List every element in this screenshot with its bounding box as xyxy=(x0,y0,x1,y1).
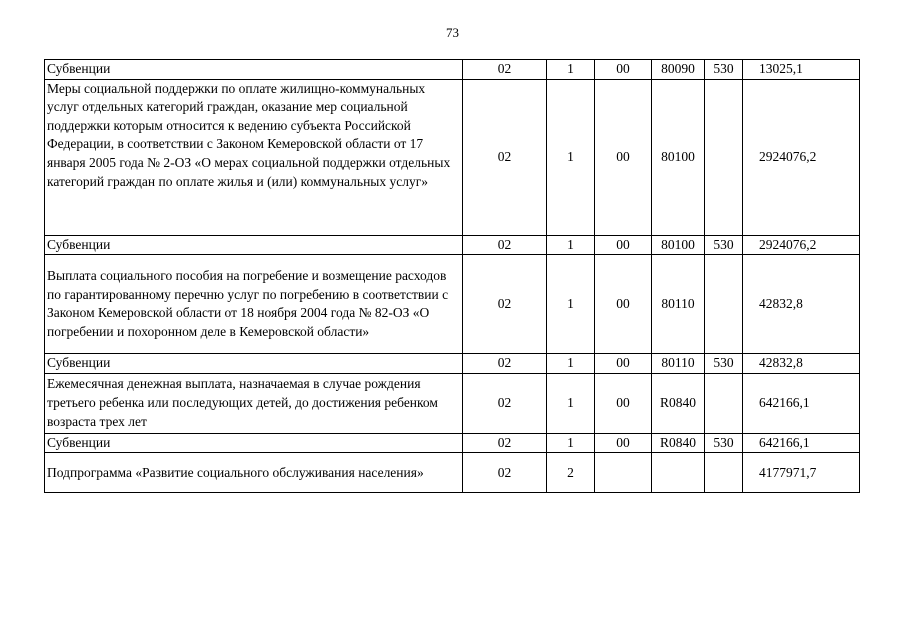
row-expense-type xyxy=(705,453,743,493)
row-target-code: 80100 xyxy=(652,79,705,235)
row-section-code: 02 xyxy=(463,354,547,374)
budget-table xyxy=(44,59,860,493)
row-subprogram-code: 1 xyxy=(547,373,595,433)
row-direction-code: 00 xyxy=(595,433,652,453)
table-row xyxy=(45,354,860,374)
page-number: 73 xyxy=(446,25,459,40)
row-expense-type xyxy=(705,79,743,235)
row-name: Субвенции xyxy=(45,235,463,255)
row-amount: 2924076,2 xyxy=(743,235,860,255)
row-amount: 642166,1 xyxy=(743,433,860,453)
row-direction-code: 00 xyxy=(595,373,652,433)
table-row xyxy=(45,373,860,433)
row-target-code: R0840 xyxy=(652,433,705,453)
row-amount: 42832,8 xyxy=(743,255,860,354)
row-subprogram-code: 1 xyxy=(547,60,595,80)
table-row xyxy=(45,235,860,255)
row-expense-type: 530 xyxy=(705,235,743,255)
row-target-code: 80110 xyxy=(652,354,705,374)
row-expense-type xyxy=(705,255,743,354)
row-target-code: 80100 xyxy=(652,235,705,255)
row-section-code: 02 xyxy=(463,373,547,433)
table-row xyxy=(45,433,860,453)
row-section-code: 02 xyxy=(463,235,547,255)
row-name: Меры социальной поддержки по оплате жилищно-коммунальных услуг отдельных категорий граждан, оказание мер социальной поддержки которым относится к ведению субъекта Российской Федерации, в соответствии с Законом Кемеровской области от 17 января 2005 года № 2-ОЗ «О мерах социальной поддержки отдельных категорий граждан по оплате жилья и (или) коммунальных услуг» xyxy=(45,79,463,235)
row-name: Выплата социального пособия на погребение и возмещение расходов по гарантированному перечню услуг по погребению в соответствии с Законом Кемеровской области от 18 ноября 2004 года № 82-ОЗ «О погребении и похоронном деле в Кемеровской области» xyxy=(45,255,463,354)
row-target-code: 80090 xyxy=(652,60,705,80)
row-expense-type: 530 xyxy=(705,60,743,80)
row-subprogram-code: 1 xyxy=(547,433,595,453)
row-name: Субвенции xyxy=(45,60,463,80)
row-name: Подпрограмма «Развитие социального обслуживания населения» xyxy=(45,453,463,493)
row-section-code: 02 xyxy=(463,255,547,354)
row-section-code: 02 xyxy=(463,60,547,80)
row-expense-type: 530 xyxy=(705,433,743,453)
row-section-code: 02 xyxy=(463,433,547,453)
row-subprogram-code: 1 xyxy=(547,235,595,255)
row-amount: 642166,1 xyxy=(743,373,860,433)
row-target-code xyxy=(652,453,705,493)
table-row xyxy=(45,255,860,354)
table-row xyxy=(45,453,860,493)
row-subprogram-code: 1 xyxy=(547,79,595,235)
row-target-code: R0840 xyxy=(652,373,705,433)
row-direction-code: 00 xyxy=(595,60,652,80)
row-name: Субвенции xyxy=(45,433,463,453)
row-section-code: 02 xyxy=(463,79,547,235)
row-target-code: 80110 xyxy=(652,255,705,354)
row-direction-code: 00 xyxy=(595,255,652,354)
row-name: Субвенции xyxy=(45,354,463,374)
table-row xyxy=(45,60,860,80)
row-subprogram-code: 1 xyxy=(547,354,595,374)
row-expense-type: 530 xyxy=(705,354,743,374)
row-subprogram-code: 2 xyxy=(547,453,595,493)
row-direction-code: 00 xyxy=(595,79,652,235)
row-subprogram-code: 1 xyxy=(547,255,595,354)
row-expense-type xyxy=(705,373,743,433)
row-amount: 13025,1 xyxy=(743,60,860,80)
table-row xyxy=(45,79,860,235)
row-name: Ежемесячная денежная выплата, назначаемая в случае рождения третьего ребенка или последующих детей, до достижения ребенком возраста трех лет xyxy=(45,373,463,433)
row-amount: 42832,8 xyxy=(743,354,860,374)
row-section-code: 02 xyxy=(463,453,547,493)
row-amount: 2924076,2 xyxy=(743,79,860,235)
row-direction-code xyxy=(595,453,652,493)
row-amount: 4177971,7 xyxy=(743,453,860,493)
row-direction-code: 00 xyxy=(595,354,652,374)
row-direction-code: 00 xyxy=(595,235,652,255)
